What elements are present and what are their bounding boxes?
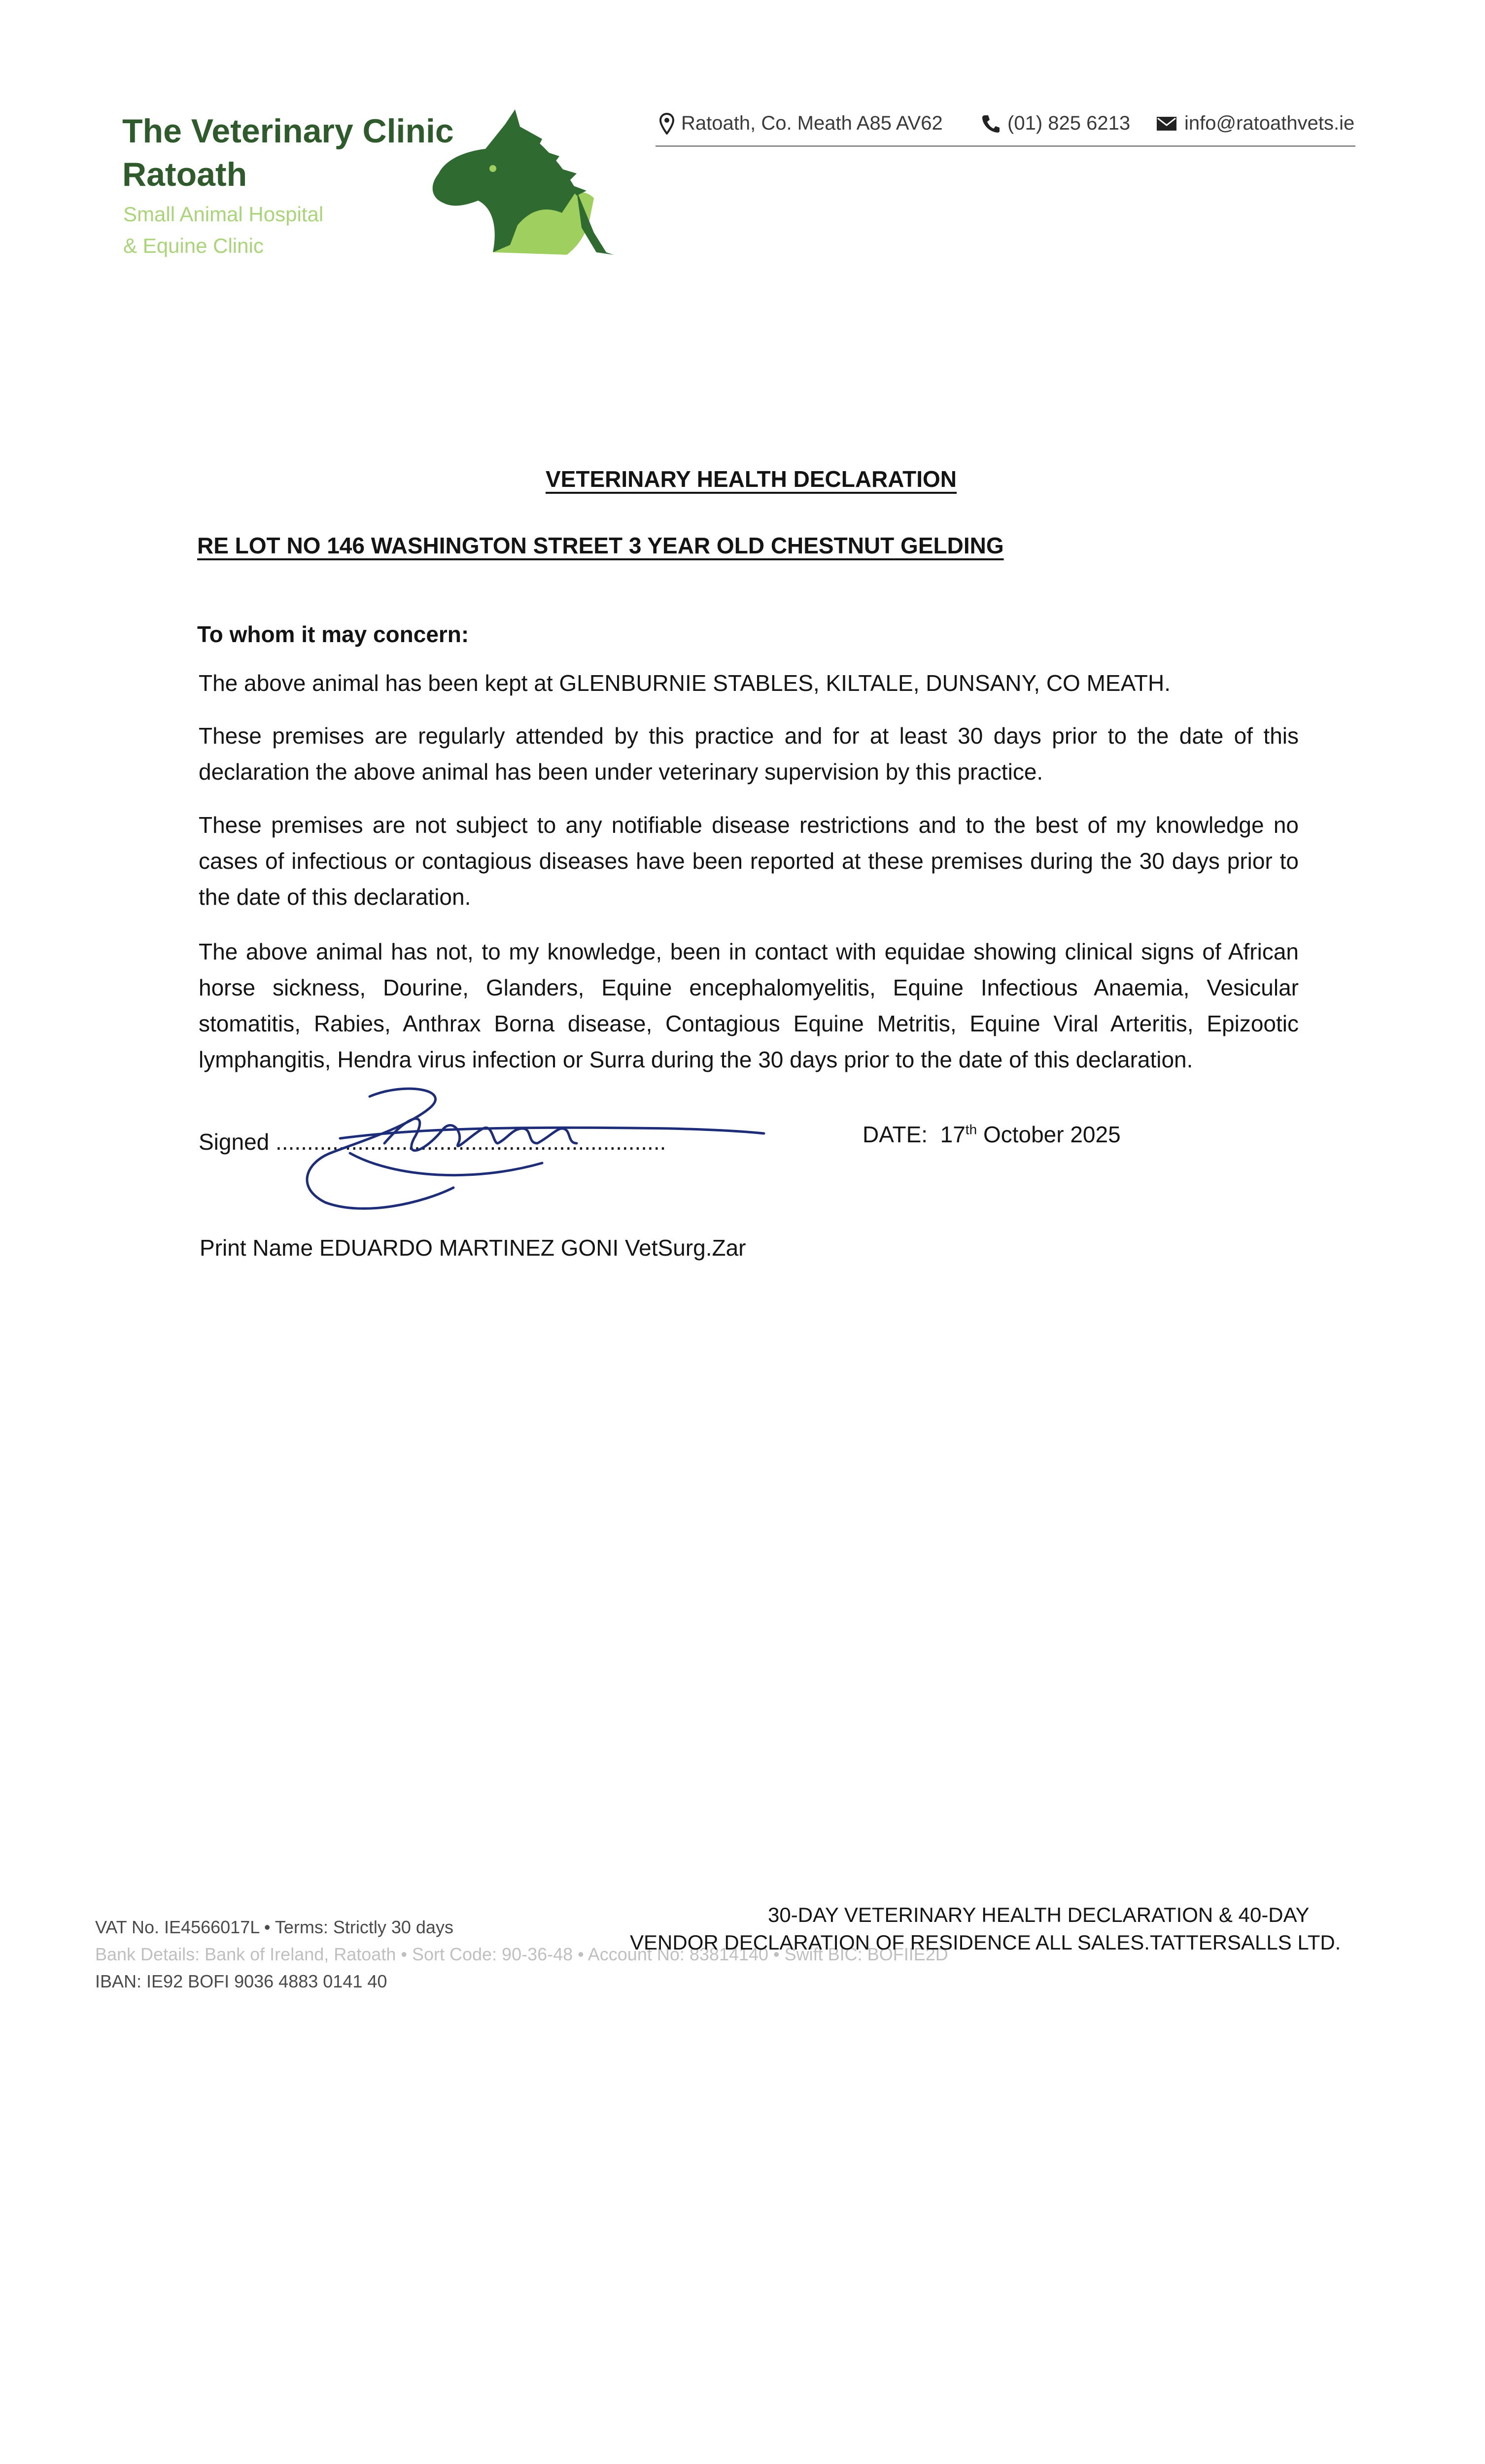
paragraph-1: The above animal has been kept at GLENBURNIE STABLES, KILTALE, DUNSANY, CO MEATH. [199, 670, 1171, 696]
header-divider [656, 145, 1355, 147]
phone-text[interactable]: (01) 825 6213 [1007, 112, 1131, 134]
print-name: Print Name EDUARDO MARTINEZ GONI VetSurg.Zar [200, 1235, 746, 1261]
footer-vat: VAT No. IE4566017L • Terms: Strictly 30 days [95, 1917, 453, 1937]
location-pin-icon [659, 113, 674, 135]
footer-iban: IBAN: IE92 BOFI 9036 4883 0141 40 [95, 1971, 387, 1991]
email-link[interactable]: info@ratoathvets.ie [1184, 112, 1355, 134]
footer-declaration-line1: 30-DAY VETERINARY HEALTH DECLARATION & 40-DAY [768, 1903, 1310, 1926]
paragraph-2: These premises are regularly attended by this practice and for at least 30 days prior to the date of this declaration the above animal has been under veterinary supervision by this practice. [199, 723, 1299, 785]
declaration-date [863, 1121, 1121, 1148]
footer-bank-details: Bank Details: Bank of Ireland, Ratoath • Sort Code: 90-36-48 • Account No: 83814140 • Swift BIC: BOFIIE2D [95, 1944, 948, 1964]
clinic-subtitle-line2: & Equine Clinic [123, 234, 264, 257]
phone-icon [981, 114, 1001, 134]
contact-email [1156, 112, 1354, 135]
envelope-icon [1156, 116, 1177, 132]
address-text: Ratoath, Co. Meath A85 AV62 [681, 112, 943, 134]
contact-address [659, 112, 943, 135]
paragraph-3: These premises are not subject to any notifiable disease restrictions and to the best of my knowledge no cases of infectious or contagious diseases have been reported at these premises during the 30 days prior to the date of this declaration. [199, 812, 1299, 910]
date-label: DATE: [863, 1122, 928, 1147]
clinic-name [122, 109, 454, 197]
document-title: VETERINARY HEALTH DECLARATION [546, 466, 957, 492]
date-suffix: th [965, 1122, 977, 1137]
horse-logo-icon [419, 104, 626, 257]
clinic-subtitle-line1: Small Animal Hospital [123, 203, 324, 226]
paragraph-4: The above animal has not, to my knowledge, been in contact with equidae showing clinical signs of African horse sickness, Dourine, Glanders, Equine encephalomyelitis, Equine Infectious Anaemia, Vesicular stomatitis, Rabies, Anthrax Borna disease, Contagious Equine Metritis, Equine Viral Arteritis, Epizootic lymphangitis, Hendra virus infection or Surra during the 30 days prior to the date of this declaration. [199, 939, 1299, 1072]
clinic-name-line2: Ratoath [122, 156, 247, 194]
footer-declaration-line2: VENDOR DECLARATION OF RESIDENCE ALL SALES.TATTERSALLS LTD. [630, 1931, 1341, 1954]
date-rest: October 2025 [983, 1122, 1121, 1147]
signed-line: Signed .............................................................. [199, 1129, 666, 1155]
handwritten-signature [266, 1079, 789, 1217]
document-subject: RE LOT NO 146 WASHINGTON STREET 3 YEAR OLD CHESTNUT GELDING [197, 533, 1004, 558]
date-day: 17 [940, 1122, 966, 1147]
contact-phone [981, 112, 1130, 135]
clinic-name-line1: The Veterinary Clinic [122, 112, 454, 150]
greeting: To whom it may concern: [197, 621, 469, 647]
